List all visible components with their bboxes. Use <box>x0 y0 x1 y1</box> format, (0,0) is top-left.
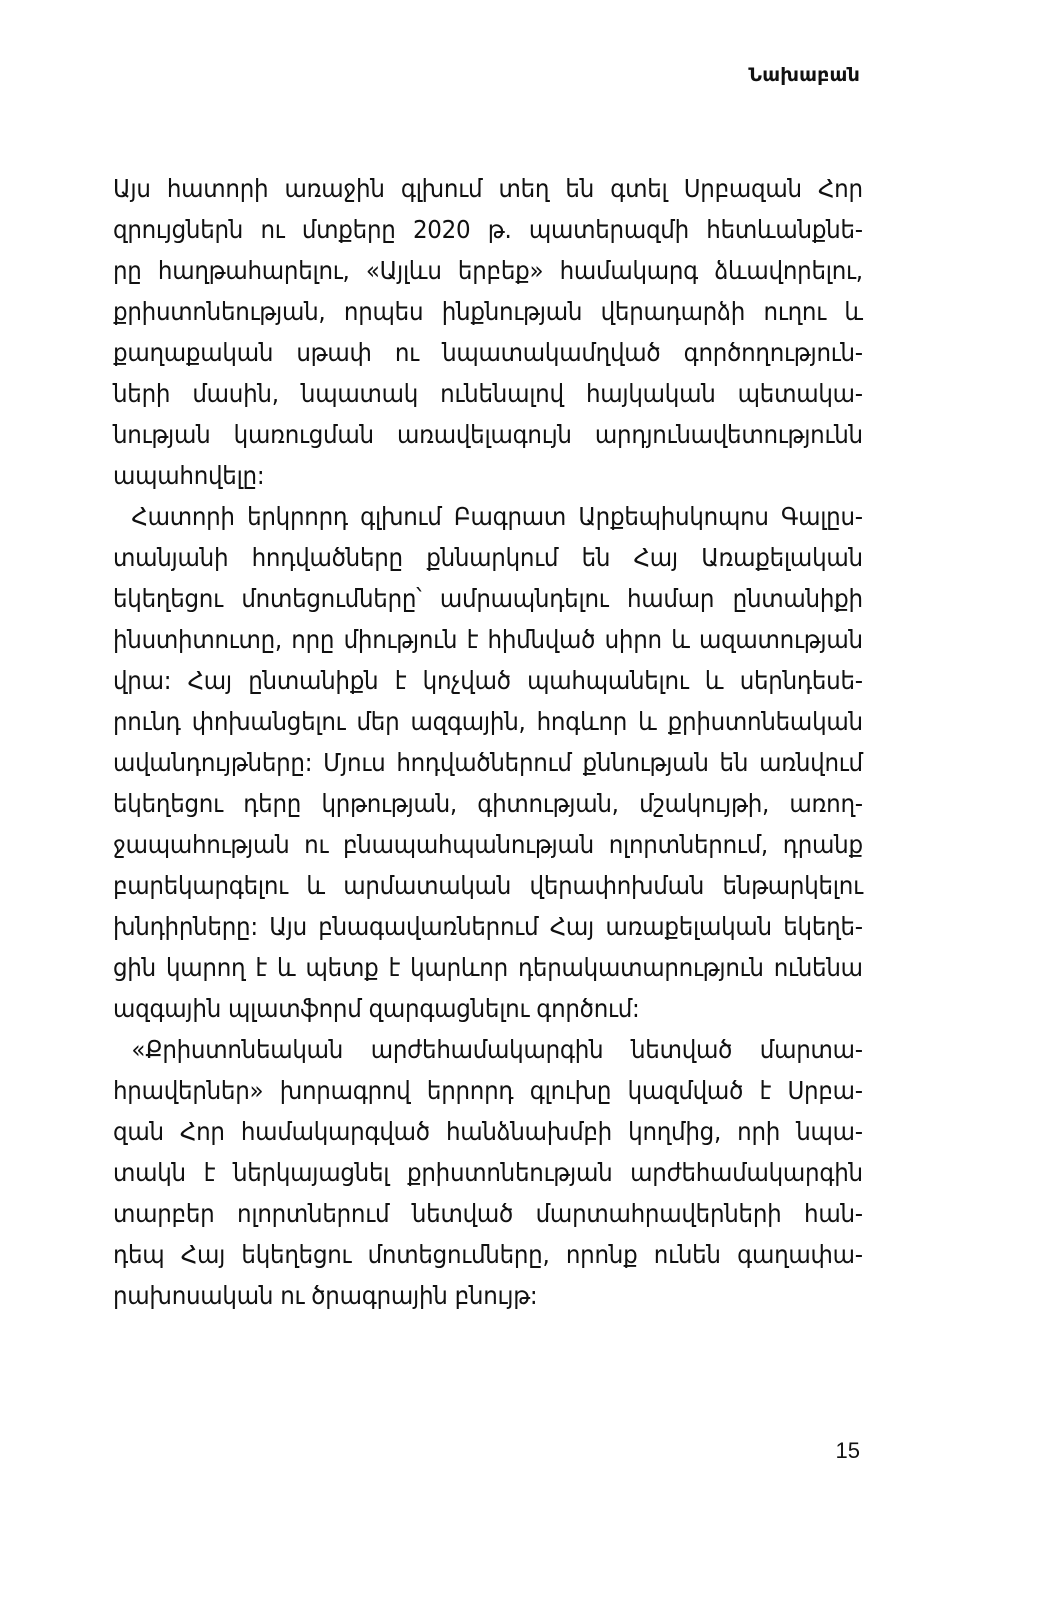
text-line: եկեղեցու մոտեցումները՝ ամրապնդելու համար ընտանիքի <box>113 584 863 613</box>
text-line: տակն է ներկայացնել քրիստոնեության արժեհամակարգին <box>113 1158 863 1187</box>
text-line: ազգային պլատֆորմ զարգացնելու գործում: <box>113 994 640 1023</box>
text-line: զրույցներն ու մտքերը 2020 թ. պատերազմի հետևանքնե- <box>113 215 863 244</box>
running-head-title: Նախաբան <box>748 64 860 86</box>
text-line: «Քրիստոնեական արժեհամակարգին նետված մարտա- <box>131 1035 863 1064</box>
text-line: դեպ Հայ եկեղեցու մոտեցումները, որոնք ունեն գաղափա- <box>113 1240 863 1269</box>
text-line: Հատորի երկրորդ գլխում Բագրատ Արքեպիսկոպոս Գալըս- <box>131 502 863 531</box>
text-line: ցին կարող է և պետք է կարևոր դերակատարություն ունենա <box>113 953 863 982</box>
text-line: քաղաքական սթափ ու նպատակամղված գործողություն- <box>113 338 863 367</box>
text-line: Այս հատորի առաջին գլխում տեղ են գտել Սրբազան Հոր <box>113 174 863 203</box>
text-line: ավանդույթները: Մյուս հոդվածներում քննության են առնվում <box>113 748 863 777</box>
paragraph-1 <box>113 168 863 496</box>
text-line: ների մասին, նպատակ ունենալով հայկական պետակա- <box>113 379 863 408</box>
text-line: րը հաղթահարելու, «Այլևս երբեք» համակարգ ձևավորելու, <box>113 256 863 285</box>
text-line: ինստիտուտը, որը միություն է հիմնված սիրո և ազատության <box>113 625 863 654</box>
body-text <box>113 168 863 1316</box>
text-line: վրա: Հայ ընտանիքն է կոչված պահպանելու և սերնդեսե- <box>113 666 863 695</box>
text-line: բարեկարգելու և արմատական վերափոխման ենթարկելու <box>113 871 863 900</box>
text-line: քրիստոնեության, որպես ինքնության վերադարձի ուղու և <box>113 297 863 326</box>
paragraph-2 <box>113 496 863 1029</box>
text-line: հրավերներ» խորագրով երրորդ գլուխը կազմված է Սրբա- <box>113 1076 863 1105</box>
text-line: զան Հոր համակարգված հանձնախմբի կողմից, որի նպա- <box>113 1117 863 1146</box>
text-line: ապահովելը: <box>113 461 265 490</box>
paragraph-3 <box>113 1029 863 1316</box>
text-line: ջապահության ու բնապահպանության ոլորտներում, դրանք <box>113 830 863 859</box>
text-line: տարբեր ոլորտներում նետված մարտահրավերների հան- <box>113 1199 863 1228</box>
text-line: խնդիրները: Այս բնագավառներում Հայ առաքելական եկեղե- <box>113 912 863 941</box>
text-line: րունդ փոխանցելու մեր ազգային, հոգևոր և քրիստոնեական <box>113 707 863 736</box>
text-line: տանյանի հոդվածները քննարկում են Հայ Առաքելական <box>113 543 863 572</box>
text-line: նության կառուցման առավելագույն արդյունավետությունն <box>113 420 863 449</box>
text-line: եկեղեցու դերը կրթության, գիտության, մշակույթի, առող- <box>113 789 863 818</box>
text-line: րախոսական ու ծրագրային բնույթ: <box>113 1281 538 1310</box>
page-number: 15 <box>835 1438 860 1463</box>
